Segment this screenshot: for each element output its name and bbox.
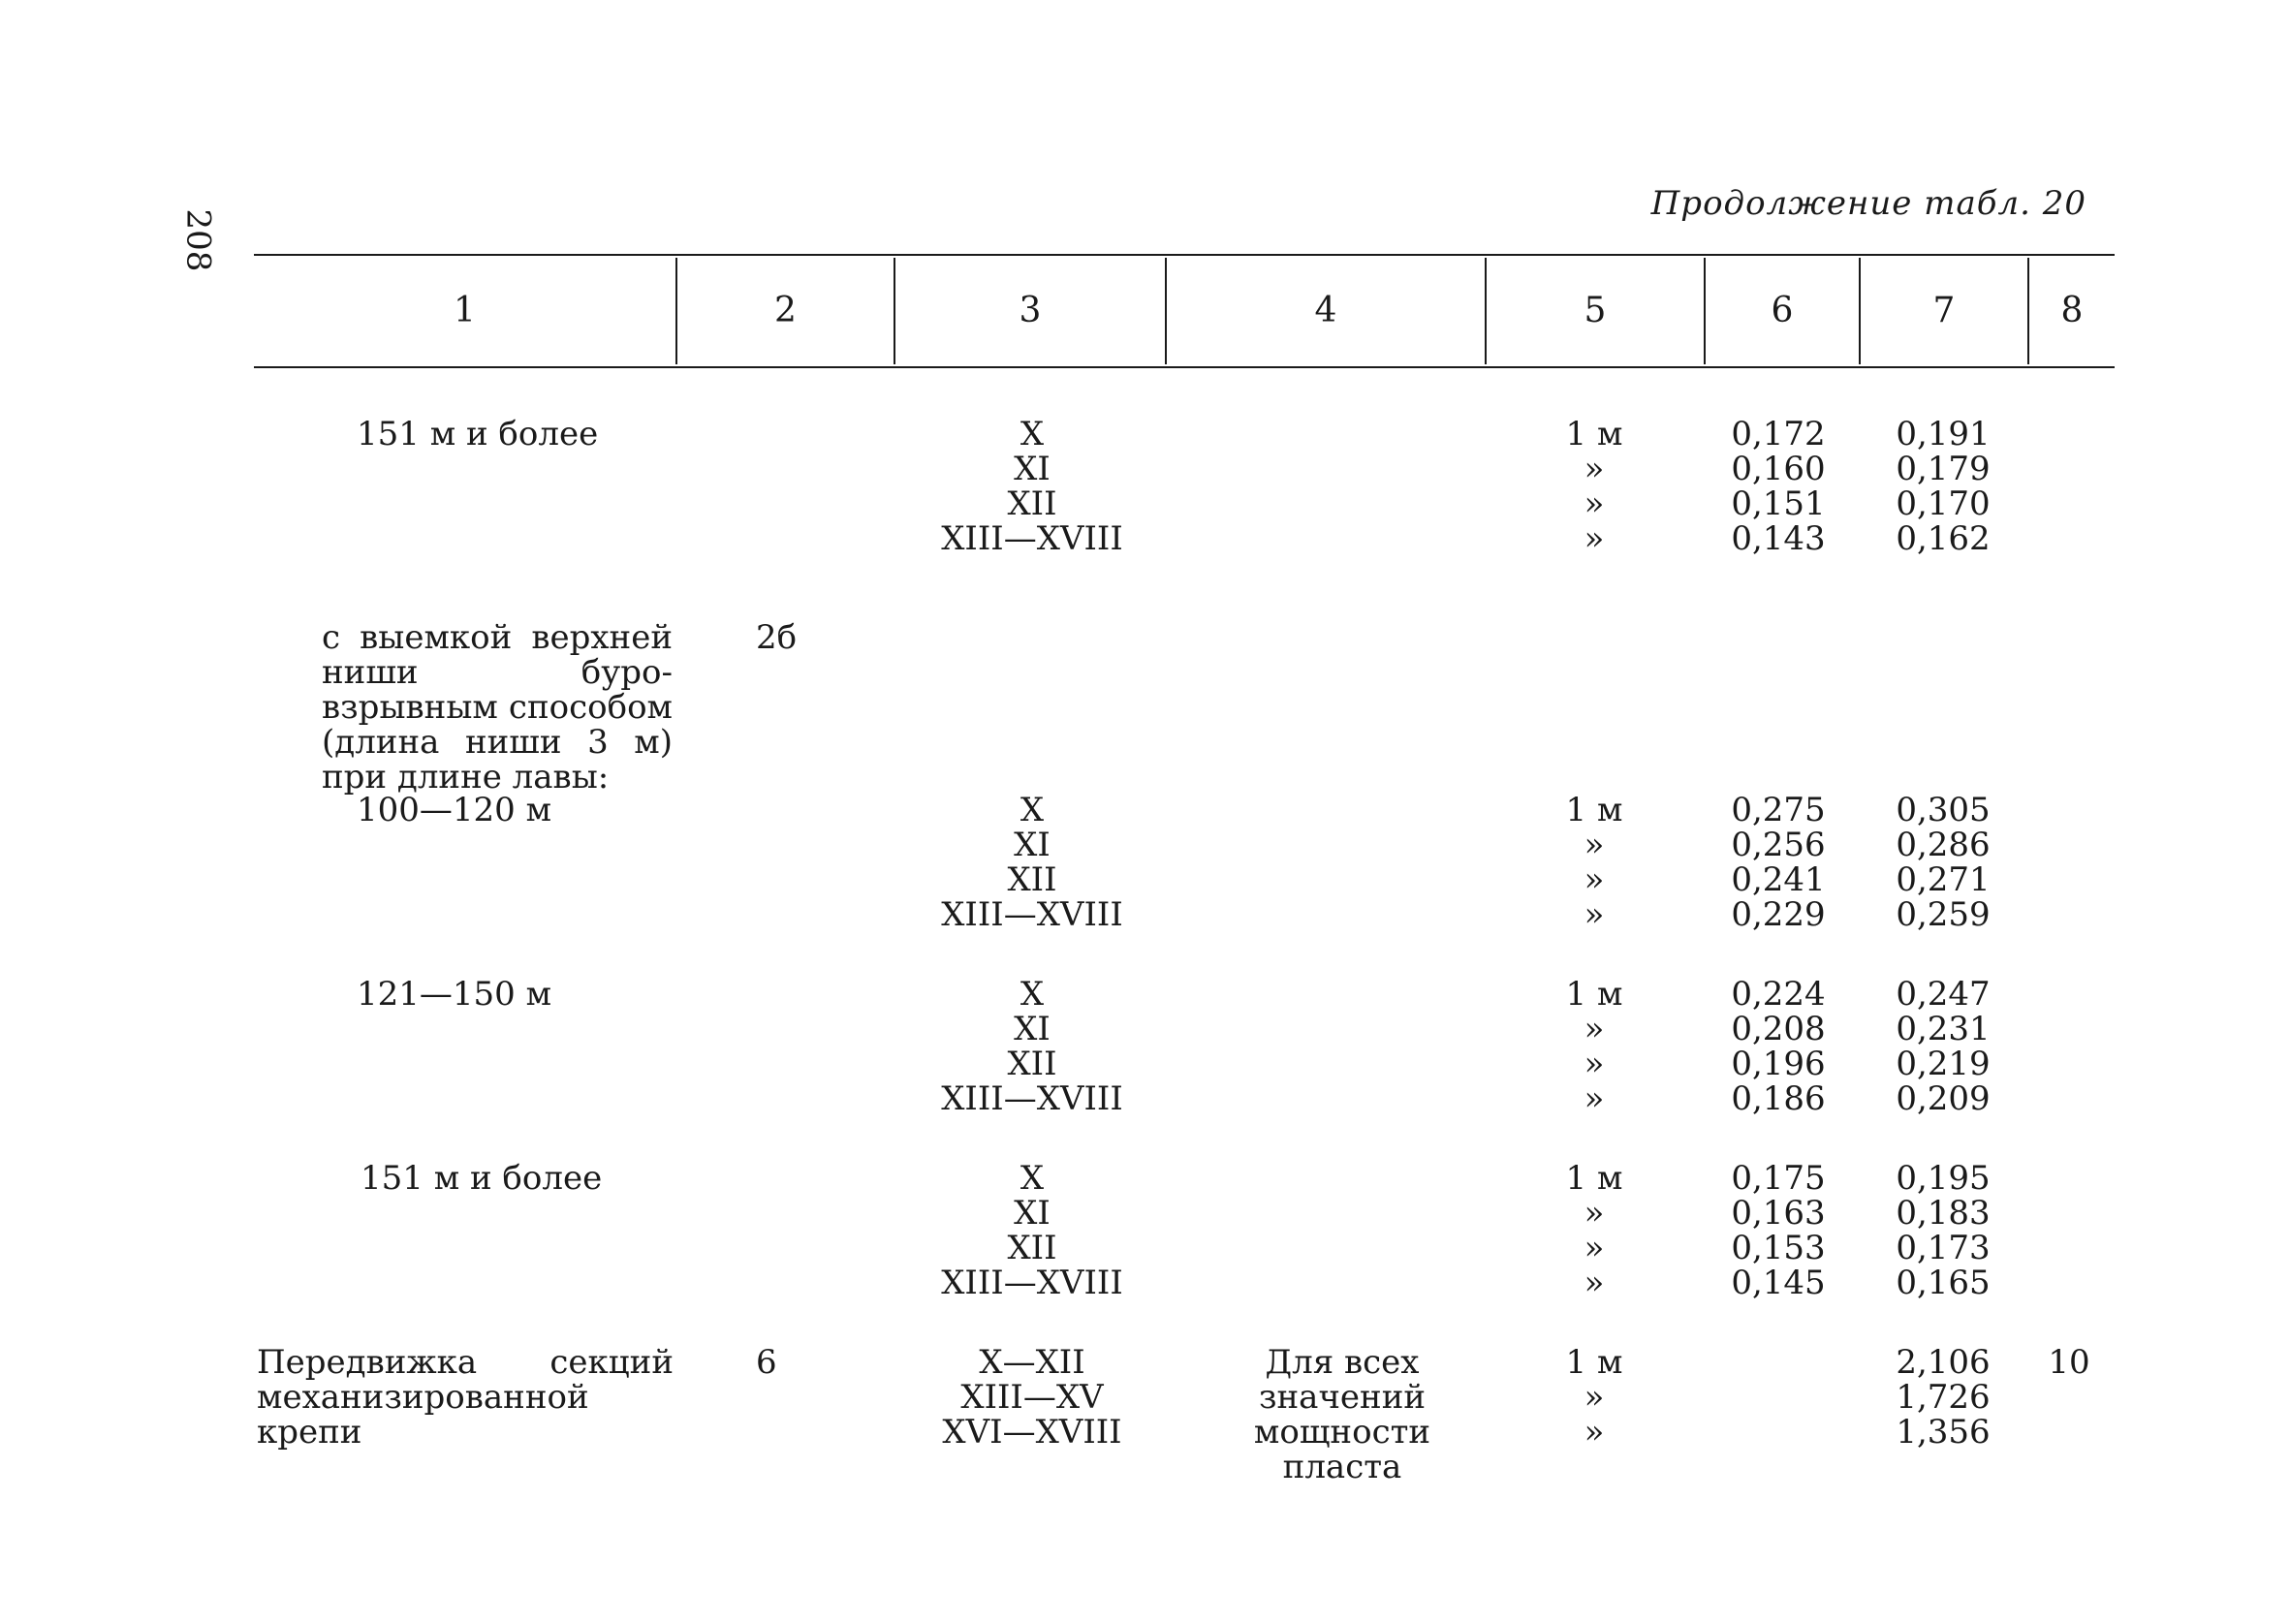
col7-value: 0,209: [1896, 1079, 1991, 1118]
col7-values: [1880, 1345, 2006, 1450]
class-value: X: [1020, 791, 1045, 829]
condition-note: Для всех значений мощности пласта: [1253, 1343, 1431, 1486]
class-value: XI: [1014, 1194, 1051, 1233]
unit-value: 1 м: [1565, 1343, 1623, 1382]
col6-values: [1715, 977, 1841, 1116]
col6-value: 0,175: [1731, 1159, 1826, 1198]
col7-value: 0,219: [1896, 1045, 1991, 1083]
header-col-5: 5: [1584, 291, 1607, 330]
unit-value: 1 м: [1565, 1159, 1623, 1198]
col6-value: 0,160: [1731, 450, 1826, 488]
col7-value: 0,179: [1896, 450, 1991, 488]
unit-list: [1531, 417, 1657, 556]
col7-value: 0,170: [1896, 484, 1991, 523]
col6-value: 0,208: [1731, 1010, 1826, 1048]
col7-values: [1880, 977, 2006, 1116]
header-col-8: 8: [2060, 291, 2084, 330]
header-col-1: 1: [454, 291, 476, 330]
unit-value: »: [1584, 1378, 1605, 1417]
unit-value: »: [1584, 484, 1605, 523]
unit-list: [1531, 1161, 1657, 1300]
col7-value: 0,286: [1896, 826, 1991, 864]
unit-value: »: [1584, 1045, 1605, 1083]
class-value: X: [1020, 975, 1045, 1014]
row-label: 151 м и более: [357, 415, 599, 453]
col6-value: 0,143: [1731, 519, 1826, 558]
col6-value: 0,145: [1731, 1264, 1826, 1302]
col8-value: 10: [2048, 1343, 2090, 1382]
row-number: 6: [756, 1343, 777, 1382]
col6-values: [1715, 793, 1841, 932]
class-value: XII: [1007, 1229, 1057, 1267]
col6-value: 0,275: [1731, 791, 1826, 829]
unit-value: »: [1584, 1010, 1605, 1048]
col6-value: 0,172: [1731, 415, 1826, 453]
row-label: 151 м и более: [361, 1159, 603, 1198]
col7-value: 0,305: [1896, 791, 1991, 829]
header-col-2: 2: [774, 291, 797, 330]
class-value: XVI—XVIII: [942, 1413, 1122, 1452]
class-value: X—XII: [979, 1343, 1085, 1382]
row-description: Передвижка секций механизированной крепи: [257, 1343, 674, 1452]
table-top-rule: [254, 254, 2115, 256]
row-label: 121—150 м: [357, 975, 552, 1014]
col6-value: 0,196: [1731, 1045, 1826, 1083]
class-list: [892, 417, 1173, 556]
header-col-7: 7: [1932, 291, 1956, 330]
unit-value: »: [1584, 519, 1605, 558]
col7-value: 0,259: [1896, 895, 1991, 934]
class-list: [892, 1345, 1173, 1450]
page-number: 208: [178, 208, 218, 272]
unit-value: 1 м: [1565, 791, 1623, 829]
col7-value: 0,271: [1896, 860, 1991, 899]
col6-value: 0,229: [1731, 895, 1826, 934]
col6-value: 0,153: [1731, 1229, 1826, 1267]
row-number: 2б: [756, 618, 798, 657]
col6-value: 0,224: [1731, 975, 1826, 1014]
col7-value: 1,726: [1896, 1378, 1991, 1417]
class-value: XI: [1014, 826, 1051, 864]
col6-values: [1715, 1161, 1841, 1300]
col7-value: 0,162: [1896, 519, 1991, 558]
col6-value: 0,256: [1731, 826, 1826, 864]
unit-list: [1531, 1345, 1657, 1450]
col7-value: 0,247: [1896, 975, 1991, 1014]
class-list: [892, 793, 1173, 932]
unit-value: »: [1584, 1413, 1605, 1452]
unit-value: »: [1584, 1264, 1605, 1302]
col7-values: [1880, 1161, 2006, 1300]
unit-value: »: [1584, 450, 1605, 488]
unit-value: »: [1584, 826, 1605, 864]
class-value: XII: [1007, 860, 1057, 899]
col7-value: 1,356: [1896, 1413, 1991, 1452]
class-value: XIII—XV: [960, 1378, 1104, 1417]
header-col-6: 6: [1771, 291, 1794, 330]
class-list: [892, 1161, 1173, 1300]
col6-values: [1715, 417, 1841, 556]
unit-value: 1 м: [1565, 975, 1623, 1014]
unit-value: »: [1584, 1229, 1605, 1267]
class-list: [892, 977, 1173, 1116]
col7-value: 0,183: [1896, 1194, 1991, 1233]
col7-value: 0,231: [1896, 1010, 1991, 1048]
col7-value: 0,165: [1896, 1264, 1991, 1302]
unit-list: [1531, 977, 1657, 1116]
class-value: XIII—XVIII: [941, 895, 1123, 934]
row-label: 100—120 м: [357, 791, 552, 829]
header-col-3: 3: [1019, 291, 1042, 330]
class-value: X: [1020, 415, 1045, 453]
table-header-rule: [254, 366, 2115, 368]
class-value: XIII—XVIII: [941, 1079, 1123, 1118]
col7-value: 0,195: [1896, 1159, 1991, 1198]
unit-value: »: [1584, 895, 1605, 934]
class-value: XIII—XVIII: [941, 1264, 1123, 1302]
class-value: XII: [1007, 1045, 1057, 1083]
unit-value: »: [1584, 1194, 1605, 1233]
unit-value: »: [1584, 860, 1605, 899]
class-value: X: [1020, 1159, 1045, 1198]
col7-values: [1880, 793, 2006, 932]
header-col-4: 4: [1314, 291, 1337, 330]
col6-value: 0,163: [1731, 1194, 1826, 1233]
col6-value: 0,151: [1731, 484, 1826, 523]
col6-value: 0,241: [1731, 860, 1826, 899]
class-value: XIII—XVIII: [941, 519, 1123, 558]
table-continuation-caption: Продолжение табл. 20: [1650, 184, 2086, 223]
unit-list: [1531, 793, 1657, 932]
col7-value: 0,173: [1896, 1229, 1991, 1267]
col7-value: 0,191: [1896, 415, 1991, 453]
unit-value: »: [1584, 1079, 1605, 1118]
col7-values: [1880, 417, 2006, 556]
class-value: XI: [1014, 1010, 1051, 1048]
class-value: XI: [1014, 450, 1051, 488]
row-description: с выемкой верхней ниши буро-взрывным способом (длина ниши 3 м) при длине лавы:: [322, 618, 673, 796]
col7-value: 2,106: [1896, 1343, 1991, 1382]
class-value: XII: [1007, 484, 1057, 523]
unit-value: 1 м: [1565, 415, 1623, 453]
col6-value: 0,186: [1731, 1079, 1826, 1118]
